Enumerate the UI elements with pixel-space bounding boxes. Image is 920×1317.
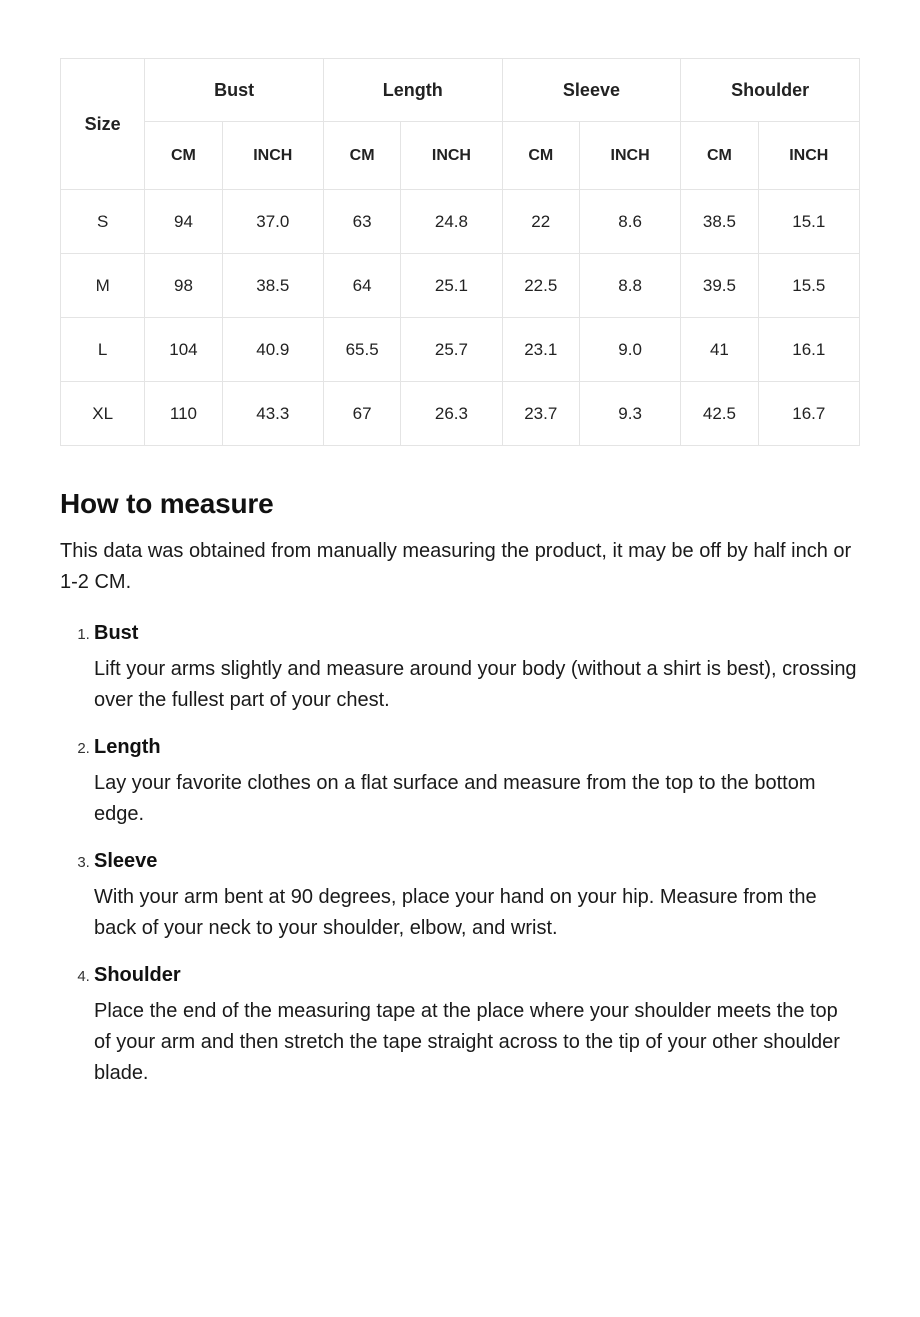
header-size: Size bbox=[61, 59, 145, 190]
header-group-shoulder: Shoulder bbox=[681, 59, 860, 122]
cell-shoulder-inch: 15.1 bbox=[758, 190, 859, 254]
cell-sleeve-cm: 22.5 bbox=[502, 254, 579, 318]
cell-bust-cm: 110 bbox=[145, 382, 222, 446]
cell-shoulder-cm: 42.5 bbox=[681, 382, 758, 446]
list-item bbox=[94, 620, 860, 716]
cell-size: XL bbox=[61, 382, 145, 446]
table-header-groups bbox=[61, 59, 860, 122]
cell-shoulder-inch: 16.7 bbox=[758, 382, 859, 446]
cell-sleeve-inch: 9.3 bbox=[579, 382, 680, 446]
header-group-sleeve: Sleeve bbox=[502, 59, 681, 122]
cell-length-cm: 65.5 bbox=[323, 318, 400, 382]
cell-size: L bbox=[61, 318, 145, 382]
table-header-units bbox=[61, 122, 860, 190]
list-item bbox=[94, 962, 860, 1089]
header-unit-shoulder-inch: INCH bbox=[758, 122, 859, 190]
header-unit-bust-cm: CM bbox=[145, 122, 222, 190]
cell-sleeve-inch: 9.0 bbox=[579, 318, 680, 382]
list-item bbox=[94, 734, 860, 830]
measure-intro: This data was obtained from manually measuring the product, it may be off by half inch or 1-2 CM. bbox=[60, 540, 852, 593]
measure-item-body: With your arm bent at 90 degrees, place your hand on your hip. Measure from the back of your neck to your shoulder, elbow, and wrist. bbox=[94, 886, 817, 939]
cell-bust-inch: 38.5 bbox=[222, 254, 323, 318]
cell-bust-inch: 37.0 bbox=[222, 190, 323, 254]
cell-shoulder-inch: 16.1 bbox=[758, 318, 859, 382]
cell-shoulder-cm: 38.5 bbox=[681, 190, 758, 254]
measure-item-body: Lay your favorite clothes on a flat surface and measure from the top to the bottom edge. bbox=[94, 772, 816, 825]
cell-sleeve-cm: 22 bbox=[502, 190, 579, 254]
cell-bust-inch: 40.9 bbox=[222, 318, 323, 382]
cell-length-inch: 25.7 bbox=[401, 318, 502, 382]
header-unit-length-cm: CM bbox=[323, 122, 400, 190]
measure-item-title: 2. Length bbox=[94, 736, 161, 758]
measure-item-title: 4. Shoulder bbox=[94, 964, 181, 986]
page-title: How to measure bbox=[60, 488, 274, 519]
cell-bust-cm: 98 bbox=[145, 254, 222, 318]
measure-item-body: Place the end of the measuring tape at the place where your shoulder meets the top of your arm and then stretch the tape straight across to the tip of your other shoulder blade. bbox=[94, 1000, 840, 1084]
cell-bust-cm: 104 bbox=[145, 318, 222, 382]
cell-shoulder-inch: 15.5 bbox=[758, 254, 859, 318]
cell-size: S bbox=[61, 190, 145, 254]
cell-length-cm: 67 bbox=[323, 382, 400, 446]
cell-sleeve-inch: 8.6 bbox=[579, 190, 680, 254]
header-unit-sleeve-cm: CM bbox=[502, 122, 579, 190]
cell-bust-cm: 94 bbox=[145, 190, 222, 254]
header-unit-sleeve-inch: INCH bbox=[579, 122, 680, 190]
header-unit-length-inch: INCH bbox=[401, 122, 502, 190]
cell-size: M bbox=[61, 254, 145, 318]
cell-shoulder-cm: 41 bbox=[681, 318, 758, 382]
measure-item-title: 1. Bust bbox=[94, 622, 139, 644]
header-unit-shoulder-cm: CM bbox=[681, 122, 758, 190]
cell-bust-inch: 43.3 bbox=[222, 382, 323, 446]
cell-length-cm: 64 bbox=[323, 254, 400, 318]
table-row bbox=[61, 382, 860, 446]
cell-length-inch: 24.8 bbox=[401, 190, 502, 254]
table-row bbox=[61, 254, 860, 318]
cell-length-cm: 63 bbox=[323, 190, 400, 254]
list-item bbox=[94, 848, 860, 944]
cell-length-inch: 25.1 bbox=[401, 254, 502, 318]
cell-shoulder-cm: 39.5 bbox=[681, 254, 758, 318]
table-row bbox=[61, 190, 860, 254]
measure-item-title: 3. Sleeve bbox=[94, 850, 158, 872]
size-chart-table bbox=[60, 58, 860, 446]
cell-sleeve-cm: 23.1 bbox=[502, 318, 579, 382]
cell-sleeve-inch: 8.8 bbox=[579, 254, 680, 318]
header-group-length: Length bbox=[323, 59, 502, 122]
header-group-bust: Bust bbox=[145, 59, 324, 122]
measure-item-body: Lift your arms slightly and measure around your body (without a shirt is best), crossing over the fullest part of your chest. bbox=[94, 658, 857, 711]
table-row bbox=[61, 318, 860, 382]
measure-instructions-list bbox=[60, 620, 860, 1089]
header-unit-bust-inch: INCH bbox=[222, 122, 323, 190]
cell-sleeve-cm: 23.7 bbox=[502, 382, 579, 446]
cell-length-inch: 26.3 bbox=[401, 382, 502, 446]
